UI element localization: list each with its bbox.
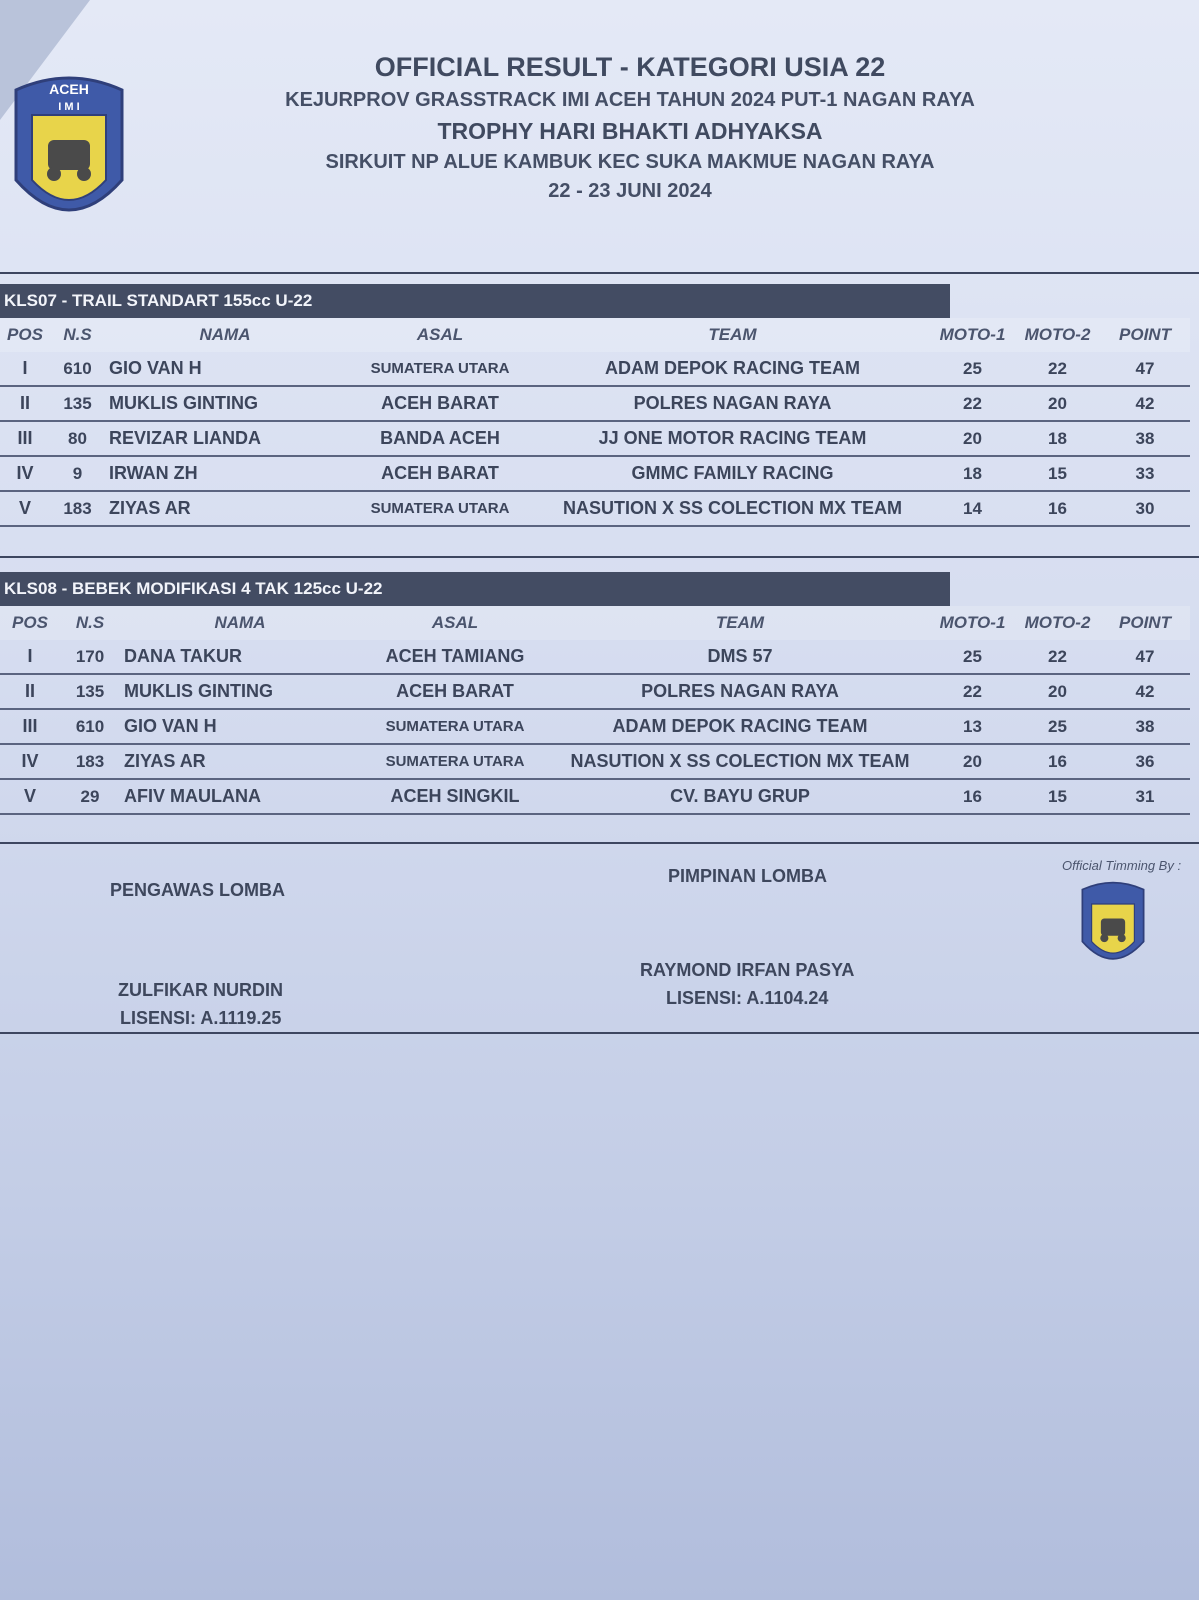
cell-moto1: 16 xyxy=(930,779,1015,814)
cell-nama: IRWAN ZH xyxy=(105,456,345,491)
col-moto1: MOTO-1 xyxy=(930,318,1015,352)
cell-moto2: 15 xyxy=(1015,779,1100,814)
cell-nama: MUKLIS GINTING xyxy=(105,386,345,421)
cell-moto2: 20 xyxy=(1015,386,1100,421)
cell-pos: III xyxy=(0,421,50,456)
col-point: POINT xyxy=(1100,318,1190,352)
cell-nama: MUKLIS GINTING xyxy=(120,674,360,709)
cell-point: 33 xyxy=(1100,456,1190,491)
document-header xyxy=(180,52,1080,209)
trophy-title: TROPHY HARI BHAKTI ADHYAKSA xyxy=(437,118,823,144)
table-header-row xyxy=(0,318,1190,352)
col-asal: ASAL xyxy=(360,606,550,640)
cell-nama: REVIZAR LIANDA xyxy=(105,421,345,456)
cell-moto2: 16 xyxy=(1015,491,1100,526)
class-section-kls07 xyxy=(0,284,1199,527)
cell-team: POLRES NAGAN RAYA xyxy=(535,386,930,421)
cell-ns: 183 xyxy=(60,744,120,779)
timing-label: Official Timming By : xyxy=(1062,858,1182,873)
cell-moto1: 13 xyxy=(930,709,1015,744)
pimpinan-name: RAYMOND IRFAN PASYA xyxy=(640,960,855,980)
cell-point: 30 xyxy=(1100,491,1190,526)
cell-team: NASUTION X SS COLECTION MX TEAM xyxy=(550,744,930,779)
table-header-row xyxy=(0,606,1190,640)
table-row xyxy=(0,709,1190,744)
cell-asal: SUMATERA UTARA xyxy=(360,709,550,744)
pengawas-name: ZULFIKAR NURDIN xyxy=(118,980,283,1000)
pengawas-license: LISENSI: A.1119.25 xyxy=(120,1008,282,1028)
col-moto1: MOTO-1 xyxy=(930,606,1015,640)
imi-aceh-logo xyxy=(8,70,130,250)
cell-point: 36 xyxy=(1100,744,1190,779)
col-team: TEAM xyxy=(550,606,930,640)
col-ns: N.S xyxy=(60,606,120,640)
timing-logo xyxy=(1072,878,1154,982)
col-point: POINT xyxy=(1100,606,1190,640)
pengawas-label: PENGAWAS LOMBA xyxy=(110,880,286,900)
cell-point: 42 xyxy=(1100,674,1190,709)
cell-ns: 80 xyxy=(50,421,105,456)
col-asal: ASAL xyxy=(345,318,535,352)
cell-team: POLRES NAGAN RAYA xyxy=(550,674,930,709)
cell-point: 47 xyxy=(1100,640,1190,674)
cell-asal: ACEH BARAT xyxy=(360,674,550,709)
table-row xyxy=(0,744,1190,779)
table-row xyxy=(0,640,1190,674)
cell-asal: ACEH SINGKIL xyxy=(360,779,550,814)
table-row xyxy=(0,779,1190,814)
cell-ns: 170 xyxy=(60,640,120,674)
col-moto2: MOTO-2 xyxy=(1015,318,1100,352)
cell-pos: I xyxy=(0,352,50,386)
table-row xyxy=(0,491,1190,526)
class-title-bar: KLS07 - TRAIL STANDART 155cc U-22 xyxy=(0,284,950,318)
cell-nama: DANA TAKUR xyxy=(120,640,360,674)
cell-moto2: 25 xyxy=(1015,709,1100,744)
table-row xyxy=(0,352,1190,386)
cell-ns: 610 xyxy=(50,352,105,386)
col-moto2: MOTO-2 xyxy=(1015,606,1100,640)
cell-pos: IV xyxy=(0,744,60,779)
results-table-kls07 xyxy=(0,318,1190,527)
cell-pos: II xyxy=(0,386,50,421)
cell-team: DMS 57 xyxy=(550,640,930,674)
cell-nama: GIO VAN H xyxy=(120,709,360,744)
cell-moto2: 22 xyxy=(1015,640,1100,674)
cell-moto2: 20 xyxy=(1015,674,1100,709)
cell-team: ADAM DEPOK RACING TEAM xyxy=(550,709,930,744)
cell-asal: ACEH BARAT xyxy=(345,456,535,491)
cell-nama: AFIV MAULANA xyxy=(120,779,360,814)
class-title-bar: KLS08 - BEBEK MODIFIKASI 4 TAK 125cc U-22 xyxy=(0,572,950,606)
footer-divider xyxy=(0,1032,1199,1034)
cell-team: NASUTION X SS COLECTION MX TEAM xyxy=(535,491,930,526)
event-date: 22 - 23 JUNI 2024 xyxy=(548,180,712,202)
cell-moto1: 25 xyxy=(930,640,1015,674)
section-divider xyxy=(0,842,1199,844)
cell-ns: 135 xyxy=(60,674,120,709)
cell-moto1: 14 xyxy=(930,491,1015,526)
cell-pos: III xyxy=(0,709,60,744)
cell-moto2: 18 xyxy=(1015,421,1100,456)
col-nama: NAMA xyxy=(105,318,345,352)
cell-moto1: 22 xyxy=(930,386,1015,421)
logo-top-text: ACEH xyxy=(49,81,89,97)
cell-moto2: 16 xyxy=(1015,744,1100,779)
cell-moto1: 22 xyxy=(930,674,1015,709)
cell-asal: ACEH TAMIANG xyxy=(360,640,550,674)
col-nama: NAMA xyxy=(120,606,360,640)
cell-nama: GIO VAN H xyxy=(105,352,345,386)
cell-nama: ZIYAS AR xyxy=(120,744,360,779)
cell-moto2: 22 xyxy=(1015,352,1100,386)
cell-team: GMMC FAMILY RACING xyxy=(535,456,930,491)
col-pos: POS xyxy=(0,318,50,352)
logo-middle-text: I M I xyxy=(58,101,80,113)
cell-ns: 29 xyxy=(60,779,120,814)
document-title: OFFICIAL RESULT - KATEGORI USIA 22 xyxy=(374,52,886,82)
col-pos: POS xyxy=(0,606,60,640)
cell-ns: 135 xyxy=(50,386,105,421)
cell-point: 42 xyxy=(1100,386,1190,421)
cell-ns: 9 xyxy=(50,456,105,491)
cell-nama: ZIYAS AR xyxy=(105,491,345,526)
table-row xyxy=(0,456,1190,491)
col-team: TEAM xyxy=(535,318,930,352)
cell-asal: ACEH BARAT xyxy=(345,386,535,421)
cell-asal: SUMATERA UTARA xyxy=(360,744,550,779)
cell-asal: BANDA ACEH xyxy=(345,421,535,456)
cell-point: 31 xyxy=(1100,779,1190,814)
col-ns: N.S xyxy=(50,318,105,352)
cell-team: JJ ONE MOTOR RACING TEAM xyxy=(535,421,930,456)
class-section-kls08 xyxy=(0,572,1199,815)
cell-moto2: 15 xyxy=(1015,456,1100,491)
table-row xyxy=(0,421,1190,456)
cell-point: 38 xyxy=(1100,709,1190,744)
cell-team: CV. BAYU GRUP xyxy=(550,779,930,814)
cell-pos: II xyxy=(0,674,60,709)
cell-asal: SUMATERA UTARA xyxy=(345,491,535,526)
pimpinan-license: LISENSI: A.1104.24 xyxy=(666,988,829,1008)
cell-pos: V xyxy=(0,779,60,814)
table-row xyxy=(0,386,1190,421)
cell-moto1: 20 xyxy=(930,744,1015,779)
pimpinan-label: PIMPINAN LOMBA xyxy=(668,866,827,886)
table-row xyxy=(0,674,1190,709)
cell-asal: SUMATERA UTARA xyxy=(345,352,535,386)
circuit-name: SIRKUIT NP ALUE KAMBUK KEC SUKA MAKMUE NAGAN RAYA xyxy=(325,151,935,173)
cell-ns: 610 xyxy=(60,709,120,744)
cell-pos: I xyxy=(0,640,60,674)
cell-team: ADAM DEPOK RACING TEAM xyxy=(535,352,930,386)
cell-moto1: 25 xyxy=(930,352,1015,386)
cell-moto1: 20 xyxy=(930,421,1015,456)
cell-ns: 183 xyxy=(50,491,105,526)
section-divider xyxy=(0,556,1199,558)
cell-pos: V xyxy=(0,491,50,526)
cell-moto1: 18 xyxy=(930,456,1015,491)
results-table-kls08 xyxy=(0,606,1190,815)
cell-pos: IV xyxy=(0,456,50,491)
cell-point: 38 xyxy=(1100,421,1190,456)
cell-point: 47 xyxy=(1100,352,1190,386)
event-subtitle: KEJURPROV GRASSTRACK IMI ACEH TAHUN 2024 PUT-1 NAGAN RAYA xyxy=(285,89,975,111)
header-divider xyxy=(0,272,1199,274)
